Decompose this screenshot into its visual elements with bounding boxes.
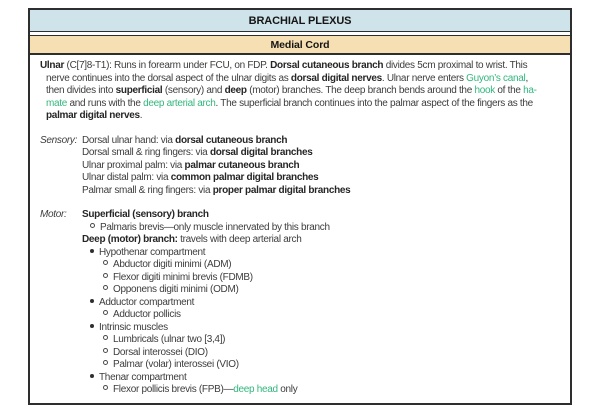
sensory-line <box>82 172 564 185</box>
text-segment: hook <box>474 85 495 96</box>
text-segment: . <box>139 110 143 121</box>
text-segment: superficial <box>115 85 163 96</box>
text-segment: dorsal digital nerves <box>290 72 382 84</box>
motor-line <box>103 259 564 272</box>
sensory-line <box>82 147 564 160</box>
paragraph-line <box>40 60 564 73</box>
motor-line <box>82 209 564 222</box>
motor-line <box>90 297 564 310</box>
paragraph-line <box>46 73 564 86</box>
motor-line <box>103 309 564 322</box>
text-segment: only <box>277 384 298 395</box>
sensory-line <box>82 135 564 148</box>
text-segment: Intrinsic muscles <box>99 321 168 333</box>
motor-line <box>103 347 564 360</box>
table-title: BRACHIAL PLEXUS <box>248 14 352 27</box>
table-content <box>30 55 570 397</box>
text-segment: palmar digital nerves <box>46 110 140 121</box>
text-segment: Dorsal small & ring fingers: via <box>82 147 210 158</box>
bullet-filled-icon <box>90 299 94 303</box>
motor-line <box>103 334 564 347</box>
motor-label: Motor: <box>40 209 67 220</box>
text-segment: deep <box>224 85 247 96</box>
text-segment: deep head <box>233 384 278 395</box>
text-segment: deep arterial arch <box>143 97 216 109</box>
motor-lines <box>82 209 564 397</box>
bullet-filled-icon <box>90 324 94 328</box>
text-segment: proper palmar digital branches <box>212 184 351 196</box>
bullet-filled-icon <box>90 249 94 253</box>
text-segment: (sensory) and <box>162 85 225 96</box>
text-segment: Palmaris brevis—only muscle innervated by this branch <box>100 221 330 233</box>
paragraph-line <box>46 98 564 111</box>
text-segment: Thenar compartment <box>99 371 187 383</box>
text-segment: Dorsal cutaneous branch <box>270 60 384 71</box>
text-segment: Deep (motor) branch: <box>82 234 178 245</box>
motor-line <box>103 284 564 297</box>
text-segment: dorsal digital branches <box>209 147 313 158</box>
brachial-plexus-table <box>28 8 572 405</box>
bullet-filled-icon <box>90 374 94 378</box>
text-segment: Ulnar proximal palm: via <box>82 159 185 171</box>
text-segment: divides 5cm proximal to wrist. This <box>383 60 528 71</box>
bullet-open-icon <box>103 335 108 340</box>
motor-line <box>90 372 564 385</box>
motor-line <box>103 272 564 285</box>
sensory-section <box>40 135 564 198</box>
text-segment: Ulnar distal palm: via <box>82 172 171 183</box>
sensory-label: Sensory: <box>40 134 78 146</box>
text-segment: Palmar (volar) interossei (VIO) <box>113 359 239 370</box>
text-segment: ha- <box>523 85 537 96</box>
bullet-open-icon <box>103 260 108 265</box>
bullet-open-icon <box>103 285 108 290</box>
paragraph-line <box>46 110 564 123</box>
text-segment: Guyon’s canal <box>466 72 526 84</box>
text-segment: Dorsal ulnar hand: via <box>82 134 176 146</box>
text-segment: Abductor digiti minimi (ADM) <box>113 259 232 270</box>
text-segment: palmar cutaneous branch <box>184 159 300 171</box>
paragraph-line <box>46 85 564 98</box>
text-segment: (motor) branches. The deep branch bends around the <box>246 85 475 96</box>
ulnar-paragraph <box>40 60 564 123</box>
text-segment: Adductor compartment <box>99 296 195 308</box>
bullet-open-icon <box>90 223 95 228</box>
text-segment: , <box>525 72 528 84</box>
text-segment: travels with deep arterial arch <box>177 234 302 245</box>
text-segment: Superficial (sensory) branch <box>82 209 209 220</box>
text-segment: . The superficial branch continues into the palmar aspect of the fingers as the <box>215 97 533 109</box>
text-segment: Ulnar <box>40 60 65 71</box>
bullet-open-icon <box>103 348 108 353</box>
text-segment: Flexor pollicis brevis (FPB)— <box>113 384 234 395</box>
sensory-line <box>82 160 564 173</box>
text-segment: Flexor digiti minimi brevis (FDMB) <box>113 271 253 283</box>
bullet-open-icon <box>103 385 108 390</box>
sensory-line <box>82 185 564 198</box>
text-segment: dorsal cutaneous branch <box>175 134 288 146</box>
table-title-row <box>30 10 570 32</box>
text-segment: Hypothenar compartment <box>99 246 206 258</box>
text-segment: . Ulnar nerve enters <box>381 72 467 84</box>
table-subtitle: Medial Cord <box>270 38 330 51</box>
text-segment: Adductor pollicis <box>113 309 181 320</box>
text-segment: Palmar small & ring fingers: via <box>82 184 213 196</box>
bullet-open-icon <box>103 273 108 278</box>
bullet-open-icon <box>103 360 108 365</box>
text-segment: then divides into <box>46 85 116 96</box>
text-segment: mate <box>46 97 68 109</box>
bullet-open-icon <box>103 310 108 315</box>
text-segment: nerve continues into the dorsal aspect of the ulnar digits as <box>46 72 291 84</box>
sensory-lines <box>82 135 564 198</box>
text-segment: Lumbricals (ulnar two [3,4]) <box>113 334 226 345</box>
text-segment: (C[7]8-T1): Runs in forearm under FCU, on FDP. <box>64 60 271 71</box>
text-segment: Dorsal interossei (DIO) <box>113 346 208 358</box>
motor-line <box>90 247 564 260</box>
text-segment: Opponens digiti minimi (ODM) <box>113 284 239 295</box>
text-segment: and runs with the <box>67 97 144 109</box>
motor-line <box>103 359 564 372</box>
motor-line <box>90 322 564 335</box>
text-segment: of the <box>494 85 524 96</box>
motor-line <box>103 384 564 397</box>
motor-section <box>40 209 564 397</box>
table-subtitle-row <box>30 35 570 55</box>
text-segment: common palmar digital branches <box>170 172 319 183</box>
motor-line <box>90 222 564 235</box>
motor-line <box>82 234 564 247</box>
